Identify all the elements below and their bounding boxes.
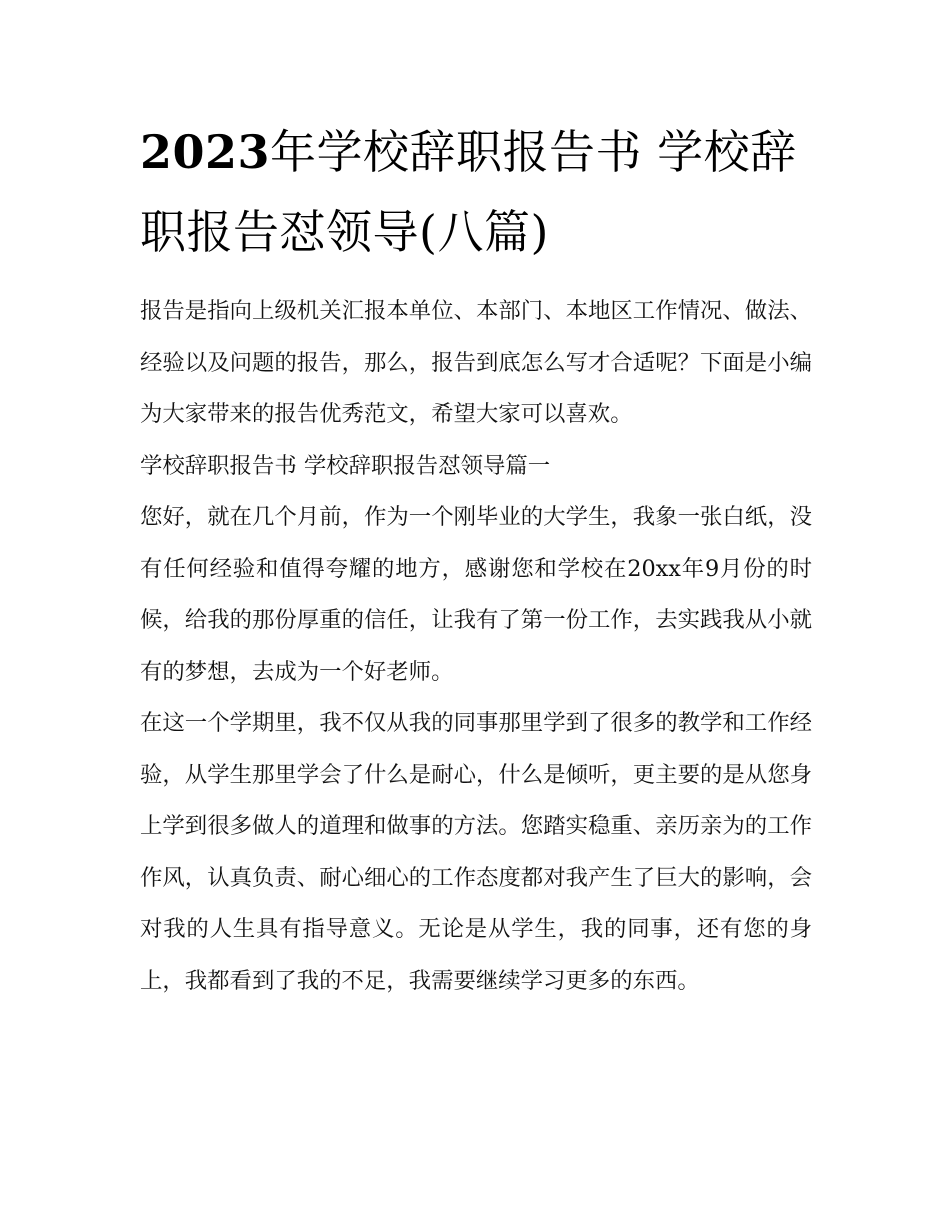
title-text: 年学校辞职报告书 学校辞职报告怼领导(八篇)	[140, 125, 797, 259]
title-year: 2023	[140, 125, 271, 179]
section-heading: 学校辞职报告书 学校辞职报告怼领导篇一	[140, 452, 551, 479]
body-paragraph: 您好，就在几个月前，作为一个刚毕业的大学生，我象一张白纸，没有任何经验和值得夸耀的地方，感谢您和学校在20xx年9月份的时候，给我的那份厚重的信任，让我有了第一份工作，去实践我从小就有的梦想，去成为一个好老师。	[140, 504, 812, 685]
intro-paragraph: 报告是指向上级机关汇报本单位、本部门、本地区工作情况、做法、经验以及问题的报告，那么，报告到底怎么写才合适呢？下面是小编为大家带来的报告优秀范文，希望大家可以喜欢。	[140, 298, 812, 427]
document-body	[140, 112, 812, 1007]
body-paragraph: 在这一个学期里，我不仅从我的同事那里学到了很多的教学和工作经验，从学生那里学会了什么是耐心，什么是倾听，更主要的是从您身上学到很多做人的道理和做事的方法。您踏实稳重、亲历亲为的工作作风，认真负责、耐心细心的工作态度都对我产生了巨大的影响，会对我的人生具有指导意义。无论是从学生，我的同事，还有您的身上，我都看到了我的不足，我需要继续学习更多的东西。	[140, 710, 812, 994]
document-title	[140, 112, 812, 272]
